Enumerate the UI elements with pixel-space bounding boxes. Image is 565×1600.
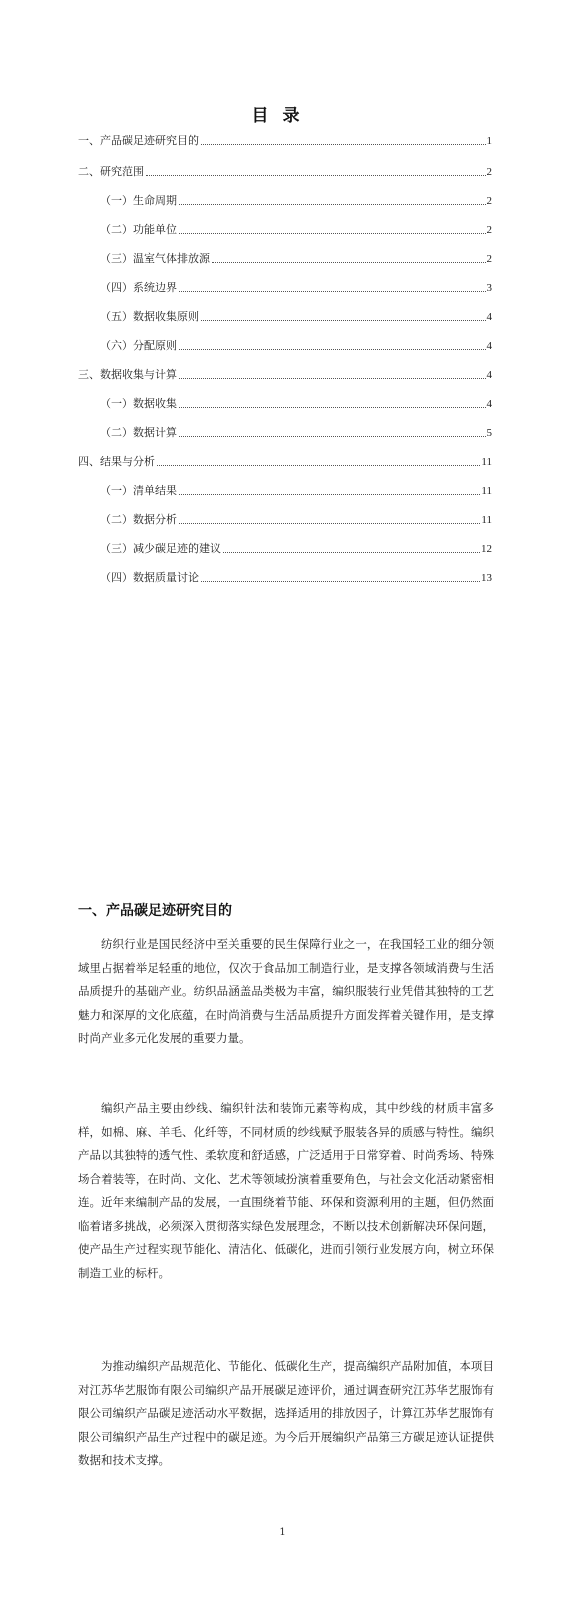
toc-entry[interactable] (78, 362, 492, 382)
toc-entry-page: 4 (486, 369, 492, 381)
toc-entry-page: 5 (486, 427, 492, 439)
toc-entry-page: 2 (486, 195, 492, 207)
toc-entry[interactable] (78, 304, 492, 324)
toc-dot-leader (179, 436, 486, 437)
toc-title: 目录 (251, 106, 314, 126)
toc-entry[interactable] (78, 565, 492, 585)
toc-entry-title: （六）分配原则 (100, 339, 177, 352)
toc-entry-page: 11 (481, 456, 492, 468)
toc-dot-leader (146, 175, 486, 176)
toc-entry-page: 3 (486, 282, 492, 294)
toc-entry-page: 12 (481, 543, 492, 555)
toc-entry-title: （三）减少碳足迹的建议 (100, 542, 221, 555)
toc-entry-page: 2 (486, 166, 492, 178)
toc-entry[interactable] (78, 391, 492, 411)
toc-entry[interactable] (78, 246, 492, 266)
toc-entry-page: 11 (481, 485, 492, 497)
toc-entry-title: （一）清单结果 (100, 484, 177, 497)
toc-entry-page: 11 (481, 514, 492, 526)
toc-entry-title: （二）数据计算 (100, 426, 177, 439)
toc-entry-title: （五）数据收集原则 (100, 310, 199, 323)
toc-dot-leader (201, 144, 486, 145)
toc-entry[interactable] (78, 217, 492, 237)
toc-entry[interactable] (78, 420, 492, 440)
toc-entry-title: （一）生命周期 (100, 194, 177, 207)
toc-entry-title: （二）功能单位 (100, 223, 177, 236)
toc-entry-title: （一）数据收集 (100, 397, 177, 410)
toc-dot-leader (179, 407, 486, 408)
toc-entry-title: （四）系统边界 (100, 281, 177, 294)
section-heading: 一、产品碳足迹研究目的 (78, 903, 232, 919)
toc-entry-page: 4 (486, 340, 492, 352)
toc-entry-page: 2 (486, 253, 492, 265)
toc-dot-leader (212, 262, 486, 263)
toc-entry-title: 四、结果与分析 (78, 455, 155, 468)
toc-dot-leader (179, 233, 486, 234)
toc-entry[interactable] (78, 188, 492, 208)
toc-entry-title: 一、产品碳足迹研究目的 (78, 134, 199, 147)
toc-entry[interactable] (78, 128, 492, 148)
toc-dot-leader (179, 494, 480, 495)
toc-dot-leader (157, 465, 480, 466)
toc-dot-leader (179, 204, 486, 205)
toc-dot-leader (179, 291, 486, 292)
toc-entry-page: 13 (481, 572, 492, 584)
toc-entry[interactable] (78, 275, 492, 295)
paragraph-3: 为推动编织产品规范化、节能化、低碳化生产，提高编织产品附加值，本项目对江苏华艺服饰有限公司编织产品开展碳足迹评价，通过调查研究江苏华艺服饰有限公司编织产品碳足迹活动水平数据，选择适用的排放因子，计算江苏华艺服饰有限公司编织产品生产过程中的碳足迹。为今后开展编织产品第三方碳足迹认证提供数据和技术支撑。 (78, 1359, 494, 1467)
toc-entry-title: （四）数据质量讨论 (100, 571, 199, 584)
toc-dot-leader (201, 581, 480, 582)
toc-entry-title: （二）数据分析 (100, 513, 177, 526)
toc-entry-title: （三）温室气体排放源 (100, 252, 210, 265)
toc-entry-title: 三、数据收集与计算 (78, 368, 177, 381)
toc-entry[interactable] (78, 333, 492, 353)
toc-dot-leader (223, 552, 480, 553)
toc-entry-page: 4 (486, 311, 492, 323)
toc-dot-leader (179, 378, 486, 379)
toc-entry-page: 2 (486, 224, 492, 236)
toc-entry-title: 二、研究范围 (78, 165, 144, 178)
toc-entry-page: 1 (486, 135, 492, 147)
page-number: 1 (279, 1527, 286, 1538)
toc-dot-leader (179, 349, 486, 350)
toc-dot-leader (201, 320, 486, 321)
toc-entry[interactable] (78, 478, 492, 498)
toc-entry[interactable] (78, 449, 492, 469)
toc-entry-page: 4 (486, 398, 492, 410)
paragraph-1: 纺织行业是国民经济中至关重要的民生保障行业之一，在我国轻工业的细分领域里占据着举足轻重的地位，仅次于食品加工制造行业，是支撑各领域消费与生活品质提升的基础产业。纺织品涵盖品类极为丰富，编织服装行业凭借其独特的工艺魅力和深厚的文化底蕴，在时尚消费与生活品质提升方面发挥着关键作用，是支撑时尚产业多元化发展的重要力量。 (78, 937, 494, 1045)
toc-entry[interactable] (78, 159, 492, 179)
toc-entry[interactable] (78, 536, 492, 556)
toc-entry[interactable] (78, 507, 492, 527)
toc-dot-leader (179, 523, 480, 524)
paragraph-2: 编织产品主要由纱线、编织针法和装饰元素等构成，其中纱线的材质丰富多样，如棉、麻、羊毛、化纤等，不同材质的纱线赋予服装各异的质感与特性。编织产品以其独特的透气性、柔软度和舒适感，广泛适用于日常穿着、时尚秀场、特殊场合着装等，在时尚、文化、艺术等领域扮演着重要角色，与社会文化活动紧密相连。近年来编制产品的发展，一直围绕着节能、环保和资源利用的主题，但仍然面临着诸多挑战，必须深入贯彻落实绿色发展理念，不断以技术创新解决环保问题，使产品生产过程实现节能化、清洁化、低碳化，进而引领行业发展方向，树立环保制造工业的标杆。 (78, 1101, 494, 1280)
